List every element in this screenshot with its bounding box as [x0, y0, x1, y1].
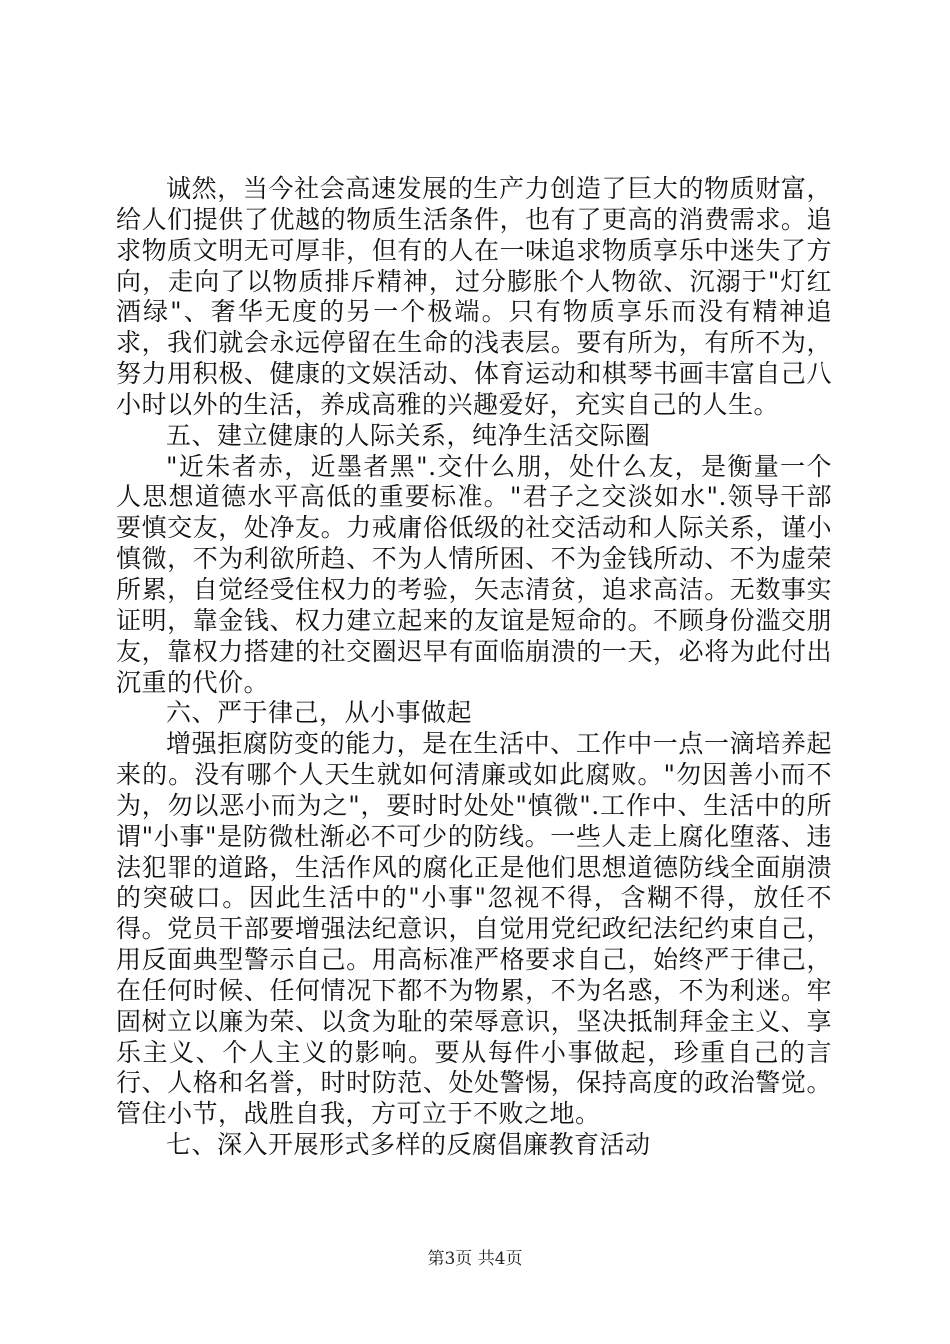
- page-number-footer: 第3页 共4页: [427, 1249, 523, 1269]
- body-paragraph: 增强拒腐防变的能力，是在生活中、工作中一点一滴培养起来的。没有哪个人天生就如何清廉或如此腐败。"勿因善小而不为，勿以恶小而为之"，要时时处处"慎微".工作中、生活中的所谓"小事"是防微杜渐必不可少的防线。一些人走上腐化堕落、违法犯罪的道路，生活作风的腐化正是他们思想道德防线全面崩溃的突破口。因此生活中的"小事"忽视不得，含糊不得，放任不得。党员干部要增强法纪意识，自觉用党纪政纪法纪约束自己，用反面典型警示自己。用高标准严格要求自己，始终严于律己，在任何时候、任何情况下都不为物累，不为名惑，不为利迷。牢固树立以廉为荣、以贪为耻的荣辱意识，坚决抵制拜金主义、享乐主义、个人主义的影响。要从每件小事做起，珍重自己的言行、人格和名誉，时时防范、处处警惕，保持高度的政治警觉。管住小节，战胜自我，方可立于不败之地。: [116, 729, 832, 1129]
- body-paragraph: 诚然，当今社会高速发展的生产力创造了巨大的物质财富，给人们提供了优越的物质生活条件，也有了更高的消费需求。追求物质文明无可厚非，但有的人在一味追求物质享乐中迷失了方向，走向了以物质排斥精神，过分膨胀个人物欲、沉溺于"灯红酒绿"、奢华无度的另一个极端。只有物质享乐而没有精神追求，我们就会永远停留在生命的浅表层。要有所为，有所不为，努力用积极、健康的文娱活动、体育运动和棋琴书画丰富自己八小时以外的生活，养成高雅的兴趣爱好，充实自己的人生。: [116, 174, 832, 419]
- section-heading: 七、深入开展形式多样的反腐倡廉教育活动: [166, 1130, 651, 1160]
- section-heading: 六、严于律己，从小事做起: [166, 698, 473, 728]
- body-paragraph: "近朱者赤，近墨者黑".交什么朋，处什么友，是衡量一个人思想道德水平高低的重要标准。"君子之交淡如水".领导干部要慎交友，处净友。力戒庸俗低级的社交活动和人际关系，谨小慎微，不为利欲所趋、不为人情所困、不为金钱所动、不为虚荣所累，自觉经受住权力的考验，矢志清贫，追求高洁。无数事实证明，靠金钱、权力建立起来的友谊是短命的。不顾身份滥交朋友，靠权力搭建的社交圈迟早有面临崩溃的一天，必将为此付出沉重的代价。: [116, 451, 832, 697]
- section-heading: 五、建立健康的人际关系，纯净生活交际圈: [166, 420, 651, 450]
- document-body: [116, 174, 832, 1161]
